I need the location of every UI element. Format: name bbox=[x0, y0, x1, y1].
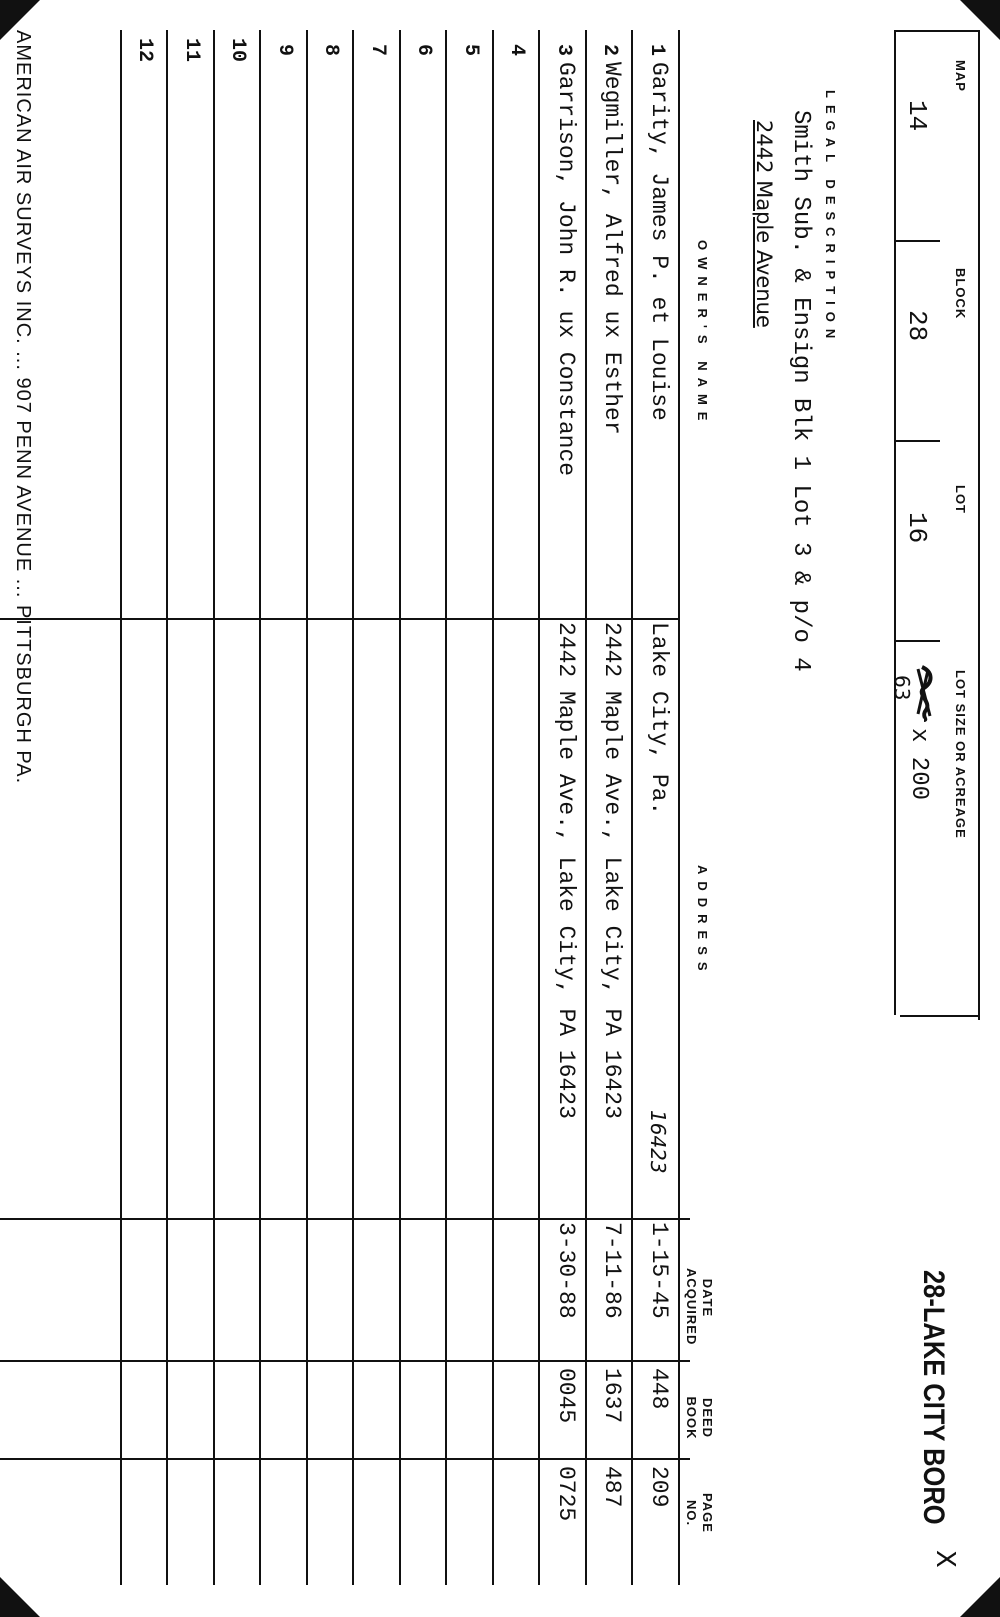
row-number: 4 bbox=[505, 43, 528, 56]
page-no-header: PAGE NO. bbox=[684, 1493, 715, 1533]
table-row-rule bbox=[631, 30, 633, 1585]
date-acquired-cell: 1-15-45 bbox=[646, 1222, 672, 1319]
address-cell: 2442 Maple Ave., Lake City, PA 16423 bbox=[599, 622, 625, 1119]
deed-book-cell: 448 bbox=[646, 1368, 672, 1410]
row-number: 3 bbox=[552, 43, 575, 56]
lot-size-handwritten: 63 bbox=[890, 675, 914, 701]
lot-value: 16 bbox=[902, 512, 932, 544]
table-row-rule bbox=[213, 30, 215, 1585]
table-row-rule bbox=[306, 30, 308, 1585]
date-acquired-header: DATE ACQUIRED bbox=[684, 1268, 715, 1346]
lot-label: LOT bbox=[953, 485, 968, 514]
block-label: BLOCK bbox=[953, 268, 968, 320]
table-row-rule bbox=[259, 30, 261, 1585]
address-cell: Lake City, Pa. bbox=[646, 622, 672, 816]
lot-size-value: x 200 bbox=[905, 728, 932, 801]
legal-description-line2: 2442 Maple Avenue bbox=[752, 120, 776, 328]
page-no-cell: 487 bbox=[599, 1466, 625, 1508]
row-number: 12 bbox=[133, 37, 156, 62]
table-row-rule bbox=[399, 30, 401, 1585]
table-row-rule bbox=[585, 30, 587, 1585]
table-row-rule bbox=[445, 30, 447, 1585]
map-value: 14 bbox=[902, 100, 932, 132]
table-row-rule bbox=[492, 30, 494, 1585]
table-row-rule bbox=[120, 30, 122, 1585]
handwritten-zip: 16423 bbox=[646, 1110, 670, 1174]
row-number: 10 bbox=[226, 37, 249, 62]
deed-book-cell: 0045 bbox=[553, 1368, 579, 1424]
owner-name-header: OWNER'S NAME bbox=[695, 240, 710, 428]
card-title: 28-LAKE CITY BORO bbox=[917, 1270, 950, 1525]
lot-size-scribble bbox=[912, 664, 936, 722]
map-label: MAP bbox=[953, 60, 968, 92]
footer-imprint: AMERICAN AIR SURVEYS INC. ... 907 PENN AVENUE ... PITTSBURGH PA. bbox=[12, 30, 34, 785]
row-number: 1 bbox=[645, 43, 668, 56]
deed-book-cell: 1637 bbox=[599, 1368, 625, 1424]
row-number: 11 bbox=[180, 37, 203, 62]
lot-size-label: LOT SIZE OR ACREAGE bbox=[953, 670, 968, 839]
header-bottom-rule bbox=[894, 30, 896, 1015]
row-number: 9 bbox=[273, 43, 296, 56]
deed-book-header: DEED BOOK bbox=[684, 1396, 715, 1440]
date-acquired-cell: 7-11-86 bbox=[599, 1222, 625, 1319]
address-cell: 2442 Maple Ave., Lake City, PA 16423 bbox=[553, 622, 579, 1119]
handwritten-mark: X bbox=[930, 1550, 960, 1568]
legal-description-line1: Smith Sub. & Ensign Blk 1 Lot 3 & p/o 4 bbox=[787, 110, 814, 672]
owner-address-divider bbox=[0, 618, 680, 620]
header-top-rule bbox=[978, 30, 980, 1020]
row-number: 7 bbox=[366, 43, 389, 56]
legal-description-label: LEGAL DESCRIPTION bbox=[823, 90, 838, 346]
block-value: 28 bbox=[902, 310, 932, 342]
row-number: 5 bbox=[459, 43, 482, 56]
owner-name-cell: Garity, James P. et Louise bbox=[646, 62, 672, 421]
page-no-cell: 0725 bbox=[553, 1466, 579, 1522]
page-no-cell: 209 bbox=[646, 1466, 672, 1508]
row-number: 8 bbox=[319, 43, 342, 56]
owner-name-cell: Wegmiller, Alfred ux Esther bbox=[599, 62, 625, 435]
table-row-rule bbox=[352, 30, 354, 1585]
table-row-rule bbox=[166, 30, 168, 1585]
row-number: 6 bbox=[412, 43, 435, 56]
address-header: ADDRESS bbox=[695, 865, 710, 978]
table-row-rule bbox=[678, 30, 680, 1585]
owner-name-cell: Garrison, John R. ux Constance bbox=[553, 62, 579, 477]
date-acquired-cell: 3-30-88 bbox=[553, 1222, 579, 1319]
row-number: 2 bbox=[598, 43, 621, 56]
table-row-rule bbox=[538, 30, 540, 1585]
